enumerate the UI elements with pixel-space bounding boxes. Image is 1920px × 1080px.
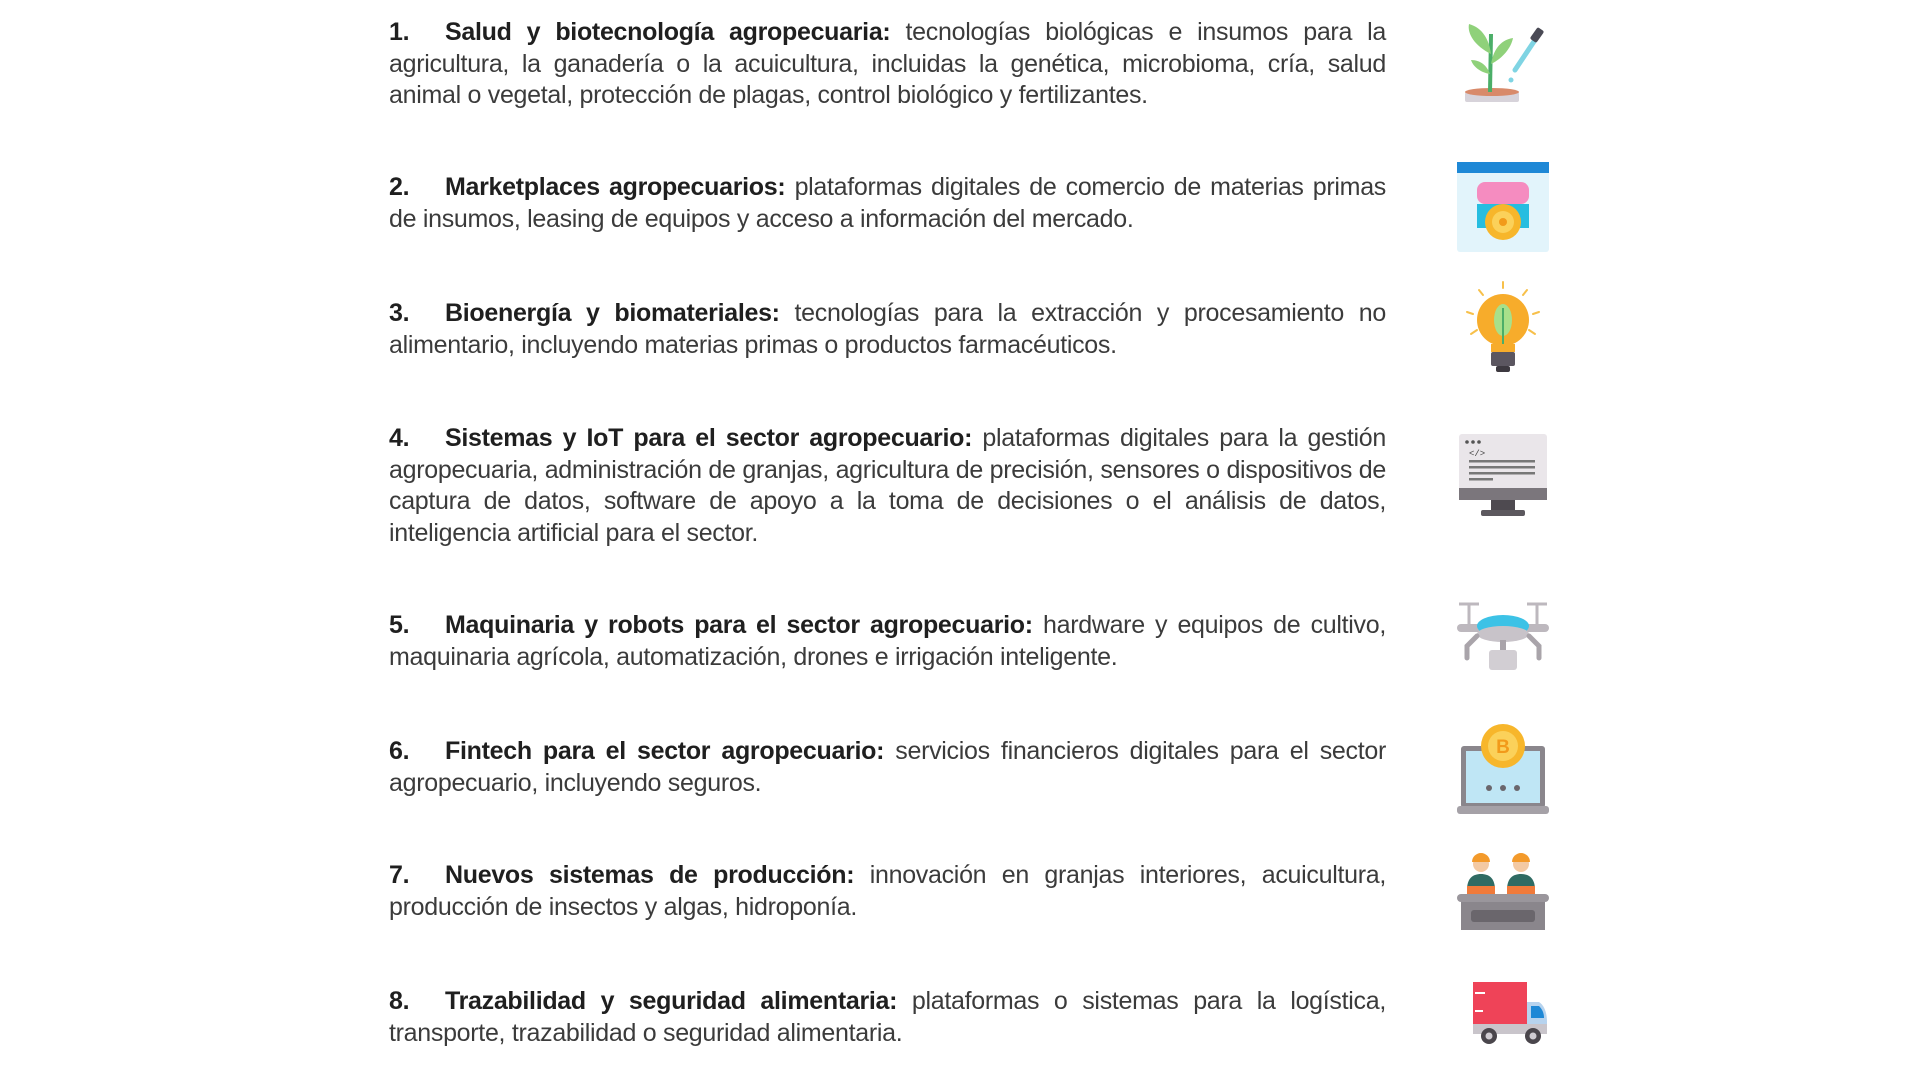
item-number: 8. (389, 987, 410, 1015)
item-number: 4. (389, 424, 410, 452)
item-number: 7. (389, 861, 410, 889)
delivery-truck-icon (1455, 966, 1551, 1062)
item-description: tecnologías biológicas e insumos para la agricultura, la ganadería o la acuicultura, incluidas la genética, microbioma, cría, salud animal o vegetal, protección de plagas, control biológico y fertilizantes. (389, 18, 1386, 109)
item-description: tecnologías para la extracción y procesamiento no alimentario, incluyendo materias primas o productos farmacéuticos. (389, 299, 1386, 359)
item-title: Fintech para el sector agropecuario: (445, 737, 885, 765)
item-number: 5. (389, 611, 410, 639)
workers-production-line-icon (1455, 846, 1551, 942)
item-description: servicios financieros digitales para el sector agropecuario, incluyendo seguros. (389, 737, 1386, 797)
item-title: Salud y biotecnología agropecuaria: (445, 18, 891, 46)
list-item-1 (389, 17, 1386, 112)
item-title: Nuevos sistemas de producción: (445, 861, 855, 889)
item-number: 2. (389, 173, 410, 201)
item-title: Sistemas y IoT para el sector agropecuario: (445, 424, 973, 452)
bitcoin-laptop-icon (1455, 722, 1551, 818)
item-title: Bioenergía y biomateriales: (445, 299, 780, 327)
svg-text:</>: </> (1469, 449, 1486, 459)
item-description: plataformas digitales para la gestión agropecuaria, administración de granjas, agricultura de precisión, sensores o dispositivos de captura de datos, software de apoyo a la toma de decisiones o el análisis de datos, inteligencia artificial para el sector. (389, 424, 1386, 547)
item-description: innovación en granjas interiores, acuicultura, producción de insectos y algas, hidroponía. (389, 861, 1386, 921)
item-description: plataformas o sistemas para la logística, transporte, trazabilidad o seguridad alimentaria. (389, 987, 1386, 1047)
svg-text:B: B (1496, 737, 1510, 758)
code-monitor-icon (1455, 428, 1551, 524)
item-title: Trazabilidad y seguridad alimentaria: (445, 987, 898, 1015)
item-description: plataformas digitales de comercio de materias primas de insumos, leasing de equipos y acceso a información del mercado. (389, 173, 1387, 233)
lightbulb-leaf-icon (1455, 280, 1551, 376)
item-title: Marketplaces agropecuarios: (445, 173, 786, 201)
list-item-6 (389, 736, 1386, 799)
drone-icon (1455, 596, 1551, 692)
online-store-icon (1455, 160, 1551, 256)
list-item-7 (389, 860, 1386, 923)
list-item-3 (389, 298, 1386, 361)
list-item-4 (389, 423, 1386, 549)
list-item-8 (389, 986, 1386, 1049)
list-item-2 (389, 172, 1386, 235)
item-title: Maquinaria y robots para el sector agropecuario: (445, 611, 1033, 639)
item-number: 1. (389, 18, 410, 46)
item-description: hardware y equipos de cultivo, maquinaria agrícola, automatización, drones e irrigación inteligente. (389, 611, 1386, 671)
item-number: 6. (389, 737, 410, 765)
list-item-5 (389, 610, 1386, 673)
plant-dropper-icon (1455, 14, 1551, 110)
item-number: 3. (389, 299, 410, 327)
